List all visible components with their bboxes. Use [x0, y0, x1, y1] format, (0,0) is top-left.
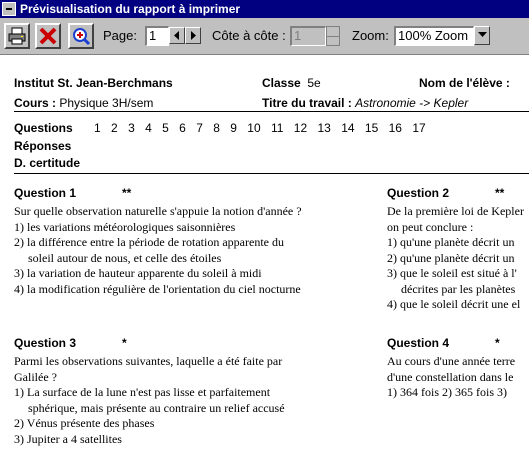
difficulty-stars: *: [495, 336, 500, 350]
school-name: Institut St. Jean-Berchmans: [14, 76, 173, 90]
question-number: 9: [230, 121, 237, 135]
question-number: 17: [412, 121, 426, 135]
question-body: Sur quelle observation naturelle s'appuie la notion d'année ? 1) les variations météorologiques saisonnières 2) la différence entre la période de rotation apparente du soleil autour de nous, et celle des étoiles 3) la variation de hauteur apparente du soleil à midi 4) la modification régulière de l'orientation du ciel nocturne: [14, 204, 302, 296]
zoom-select[interactable]: 100% Zoom: [394, 26, 474, 46]
question-number: 1: [94, 121, 101, 135]
difficulty-stars: **: [122, 186, 132, 200]
responses-label: Réponses: [14, 139, 72, 153]
question-body: Au cours d'une année terre d'une constellation dans le 1) 364 fois 2) 365 fois 3): [387, 354, 516, 399]
question-number: 10: [247, 121, 261, 135]
question-number: 15: [364, 121, 379, 135]
question-number: 4: [145, 121, 152, 135]
arrow-left-icon: [173, 31, 181, 40]
question-numbers: [94, 121, 433, 135]
questions-label: Questions: [14, 121, 73, 135]
window-title: Prévisualisation du rapport à imprimer: [20, 2, 241, 16]
question-body: De la première loi de Kepler on peut conclure : 1) qu'une planète décrit un 2) qu'une planète décrit un 3) que le soleil est situé à l' décrites par les planètes 4) que le soleil décrit une el: [387, 204, 524, 311]
course-field: Cours : Physique 3H/sem: [14, 96, 154, 110]
next-page-button[interactable]: [185, 27, 201, 44]
question-number: 6: [179, 121, 186, 135]
header-divider: [14, 111, 529, 112]
close-icon: [38, 26, 58, 46]
report-preview[interactable]: [0, 55, 529, 450]
question-number: 16: [388, 121, 402, 135]
zoom-label: Zoom:: [352, 28, 389, 43]
question-number: 12: [293, 121, 308, 135]
system-menu-icon[interactable]: [2, 2, 16, 16]
print-button[interactable]: [4, 23, 30, 49]
side-by-side-spinner[interactable]: [326, 26, 340, 46]
class-field: Classe 5e: [262, 76, 321, 90]
previous-page-button[interactable]: [169, 27, 185, 44]
magnifier-icon: [71, 26, 91, 46]
question-number: 7: [196, 121, 203, 135]
chevron-down-icon: [478, 30, 487, 38]
work-title-field: Titre du travail : Astronomie -> Kepler: [262, 96, 469, 110]
printer-icon: [7, 26, 27, 46]
arrow-right-icon: [189, 31, 197, 40]
close-preview-button[interactable]: [35, 23, 61, 49]
zoom-dropdown-button[interactable]: [474, 26, 490, 45]
toolbar: [0, 18, 529, 55]
question-number: 2: [111, 121, 118, 135]
side-by-side-label: Côte à côte :: [212, 28, 286, 43]
question-number: 8: [213, 121, 220, 135]
question-title: Question 3: [14, 336, 77, 350]
student-name-label: Nom de l'élève :: [419, 76, 510, 90]
side-by-side-field[interactable]: 1: [290, 26, 326, 46]
zoom-button[interactable]: [68, 23, 94, 49]
question-body: Parmi les observations suivantes, laquelle a été faite par Galilée ? 1) La surface de la lune n'est pas lisse et parfaitement sphérique, mais présente au contraire un relief accusé 2) Vénus présente des phases 3) Jupiter a 4 satellites: [14, 354, 285, 446]
answers-divider: [14, 173, 529, 174]
question-number: 5: [162, 121, 169, 135]
difficulty-stars: *: [122, 336, 127, 350]
difficulty-stars: **: [495, 186, 505, 200]
question-title: Question 2: [387, 186, 450, 200]
question-title: Question 4: [387, 336, 450, 350]
page-field[interactable]: 1: [145, 26, 169, 46]
question-number: 11: [270, 121, 284, 135]
certainty-label: D. certitude: [14, 156, 81, 170]
question-number: 3: [128, 121, 135, 135]
question-title: Question 1: [14, 186, 77, 200]
page-label: Page:: [103, 28, 137, 43]
title-bar: [0, 0, 529, 18]
question-number: 14: [341, 121, 355, 135]
question-number: 13: [317, 121, 331, 135]
